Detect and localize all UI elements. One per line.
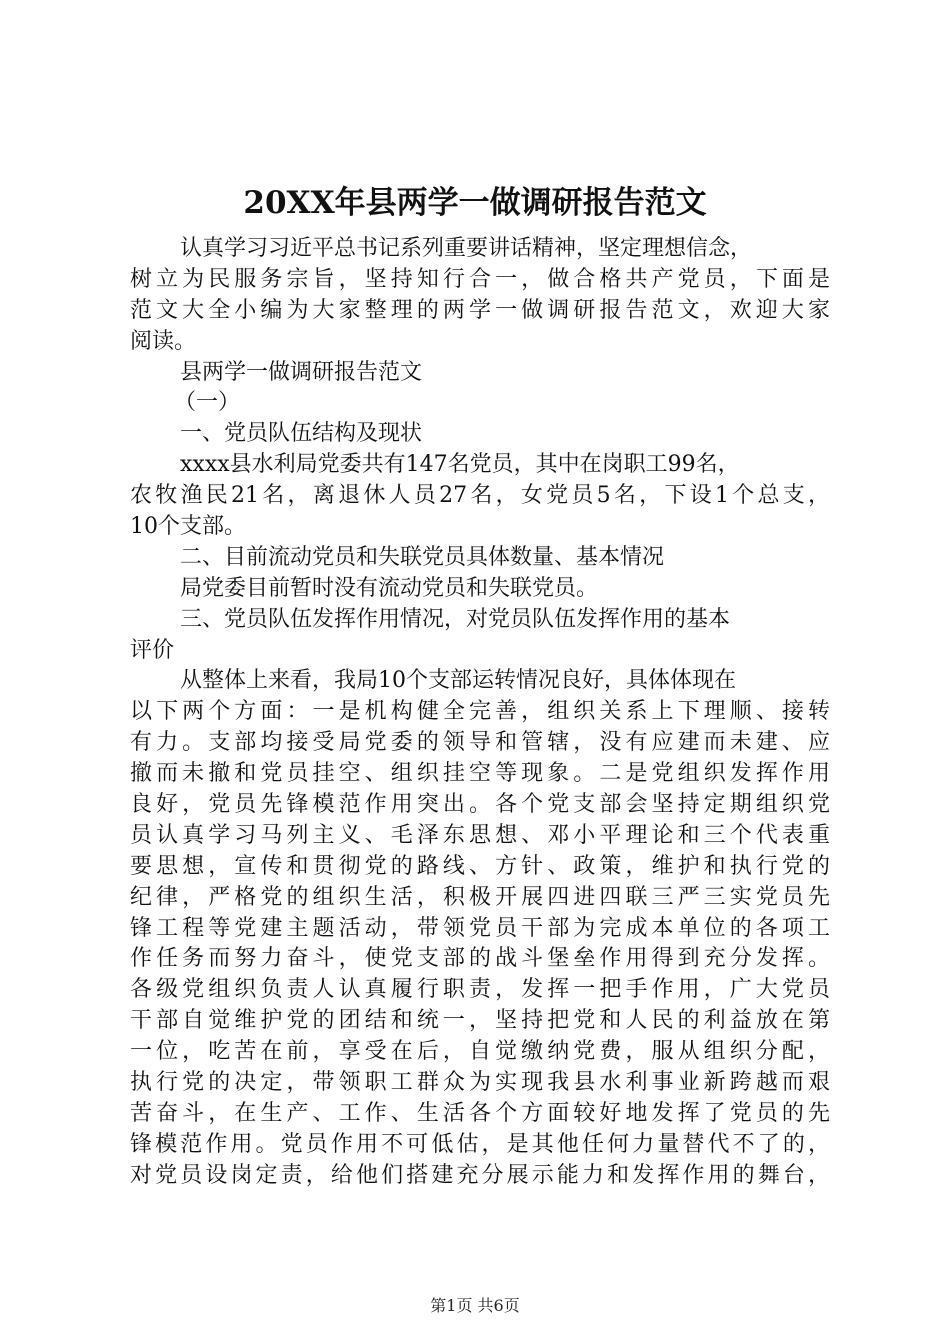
paragraph-line: 范文大全小编为大家整理的两学一做调研报告范文，欢迎大家 (130, 297, 830, 323)
document-title: 20XX年县两学一做调研报告范文 (243, 185, 707, 221)
paragraph-line: 良好，党员先锋模范作用突出。各个党支部会坚持定期组织党 (130, 792, 830, 818)
paragraph-line: 要思想，宣传和贯彻党的路线、方针、政策，维护和执行党的 (130, 853, 830, 879)
paragraph-line: 农牧渔民21名，离退休人员27名，女党员5名，下设1个总支， (130, 483, 830, 509)
paragraph-line: xxxx县水利局党委共有147名党员，其中在岗职工99名， (180, 452, 740, 478)
paragraph-line: 锋模范作用。党员作用不可低估，是其他任何力量替代不了的， (130, 1131, 830, 1157)
paragraph-line: 执行党的决定，带领职工群众为实现我县水利事业新跨越而艰 (130, 1070, 830, 1096)
paragraph-line: 一位，吃苦在前，享受在后，自觉缴纳党费，服从组织分配， (130, 1039, 830, 1065)
paragraph-line: 纪律，严格党的组织生活，积极开展四进四联三严三实党员先 (130, 884, 830, 910)
paragraph-line: 作任务而努力奋斗，使党支部的战斗堡垒作用得到充分发挥。 (130, 946, 830, 972)
paragraph-line: 员认真学习马列主义、毛泽东思想、邓小平理论和三个代表重 (130, 822, 830, 848)
paragraph-line: 从整体上来看，我局10个支部运转情况良好，具体体现在 (180, 668, 736, 694)
paragraph-line: 有力。支部均接受局党委的领导和管辖，没有应建而未建、应 (130, 730, 830, 756)
section-heading: 评价 (130, 637, 175, 663)
paragraph-line: 阅读。 (130, 328, 197, 354)
paragraph-line: 以下两个方面：一是机构健全完善，组织关系上下理顺、接转 (130, 699, 830, 725)
section-heading: 县两学一做调研报告范文 (180, 359, 423, 385)
page-footer: 第1页 共6页 (430, 1296, 520, 1315)
paragraph-line: 撤而未撤和党员挂空、组织挂空等现象。二是党组织发挥作用 (130, 761, 830, 787)
section-heading: 一、党员队伍结构及现状 (180, 421, 423, 447)
section-heading: 三、党员队伍发挥作用情况，对党员队伍发挥作用的基本 (180, 606, 731, 632)
paragraph-line: 认真学习习近平总书记系列重要讲话精神，坚定理想信念， (180, 236, 753, 261)
document-body (130, 234, 830, 1192)
paragraph-line: 锋工程等党建主题活动，带领党员干部为完成本单位的各项工 (130, 915, 830, 941)
paragraph-line: 各级党组织负责人认真履行职责，发挥一把手作用，广大党员 (130, 977, 830, 1003)
section-number: （一） (174, 390, 241, 416)
paragraph-line: 干部自觉维护党的团结和统一，坚持把党和人民的利益放在第 (130, 1008, 830, 1034)
section-heading: 二、目前流动党员和失联党员具体数量、基本情况 (180, 544, 665, 570)
paragraph-line: 对党员设岗定责，给他们搭建充分展示能力和发挥作用的舞台， (130, 1162, 830, 1188)
paragraph-line: 苦奋斗，在生产、工作、生活各个方面较好地发挥了党员的先 (130, 1100, 830, 1126)
paragraph-line: 树立为民服务宗旨，坚持知行合一，做合格共产党员，下面是 (130, 266, 830, 292)
paragraph-line: 局党委目前暂时没有流动党员和失联党员。 (180, 575, 599, 601)
paragraph-line: 10个支部。 (130, 514, 246, 540)
